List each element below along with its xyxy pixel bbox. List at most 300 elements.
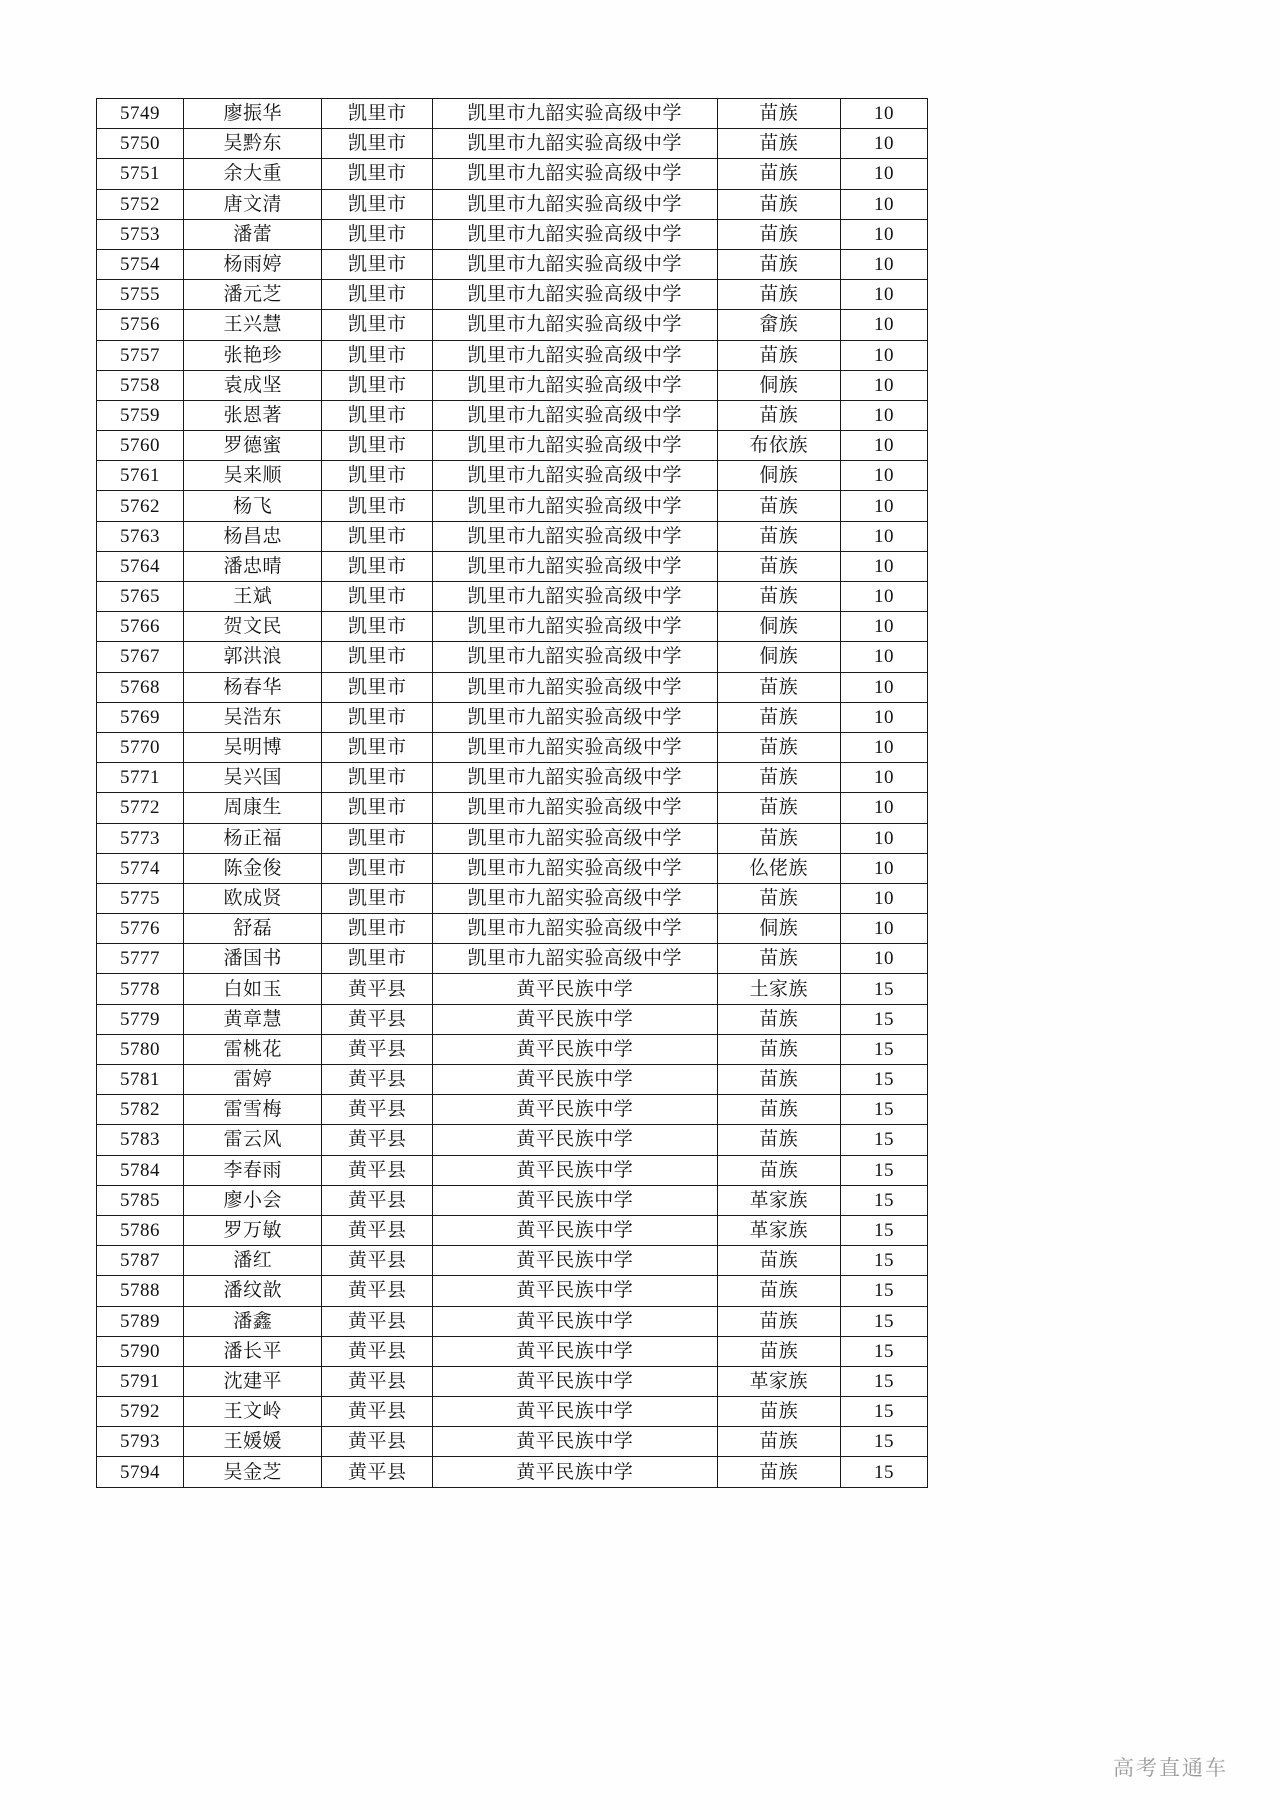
cell-ethnicity: 苗族 [717,159,840,189]
watermark-label: 高考直通车 [1113,1756,1228,1780]
cell-region: 凯里市 [322,823,433,853]
table-row [97,853,928,883]
cell-school: 凯里市九韶实验高级中学 [433,853,718,883]
cell-school: 凯里市九韶实验高级中学 [433,340,718,370]
cell-ethnicity: 苗族 [717,99,840,129]
cell-student-name: 潘长平 [183,1336,322,1366]
cell-sequence-number: 5784 [97,1155,184,1185]
cell-score: 15 [841,1095,928,1125]
cell-school: 凯里市九韶实验高级中学 [433,159,718,189]
cell-ethnicity: 苗族 [717,189,840,219]
cell-sequence-number: 5752 [97,189,184,219]
cell-region: 黄平县 [322,1336,433,1366]
table-row [97,914,928,944]
cell-sequence-number: 5789 [97,1306,184,1336]
cell-score: 10 [841,732,928,762]
cell-student-name: 杨飞 [183,491,322,521]
cell-ethnicity: 苗族 [717,280,840,310]
cell-ethnicity: 革家族 [717,1185,840,1215]
table-row [97,1457,928,1487]
table-row [97,944,928,974]
cell-region: 黄平县 [322,1004,433,1034]
cell-ethnicity: 侗族 [717,461,840,491]
table-row [97,1306,928,1336]
cell-student-name: 周康生 [183,793,322,823]
cell-school: 凯里市九韶实验高级中学 [433,582,718,612]
cell-ethnicity: 布依族 [717,431,840,461]
cell-region: 凯里市 [322,883,433,913]
cell-score: 10 [841,431,928,461]
cell-sequence-number: 5788 [97,1276,184,1306]
table-row [97,763,928,793]
table-row [97,612,928,642]
cell-region: 黄平县 [322,1306,433,1336]
cell-school: 黄平民族中学 [433,1034,718,1064]
cell-region: 黄平县 [322,1457,433,1487]
cell-region: 黄平县 [322,974,433,1004]
cell-score: 10 [841,914,928,944]
cell-sequence-number: 5787 [97,1246,184,1276]
cell-ethnicity: 侗族 [717,370,840,400]
table-row [97,189,928,219]
roster-table-body [97,99,928,1488]
cell-region: 凯里市 [322,944,433,974]
cell-region: 黄平县 [322,1095,433,1125]
cell-student-name: 潘纹歆 [183,1276,322,1306]
cell-ethnicity: 苗族 [717,1065,840,1095]
cell-ethnicity: 苗族 [717,1306,840,1336]
cell-sequence-number: 5780 [97,1034,184,1064]
cell-student-name: 雷婷 [183,1065,322,1095]
cell-sequence-number: 5760 [97,431,184,461]
cell-school: 黄平民族中学 [433,1366,718,1396]
table-row [97,582,928,612]
cell-ethnicity: 侗族 [717,642,840,672]
cell-sequence-number: 5762 [97,491,184,521]
cell-student-name: 廖小会 [183,1185,322,1215]
cell-region: 黄平县 [322,1125,433,1155]
cell-region: 黄平县 [322,1397,433,1427]
cell-ethnicity: 苗族 [717,491,840,521]
cell-score: 15 [841,1185,928,1215]
table-row [97,1065,928,1095]
cell-score: 15 [841,1215,928,1245]
cell-score: 15 [841,1246,928,1276]
cell-ethnicity: 革家族 [717,1366,840,1396]
cell-region: 黄平县 [322,1065,433,1095]
cell-student-name: 王兴慧 [183,310,322,340]
cell-school: 凯里市九韶实验高级中学 [433,702,718,732]
cell-student-name: 吴金芝 [183,1457,322,1487]
cell-ethnicity: 畲族 [717,310,840,340]
cell-school: 凯里市九韶实验高级中学 [433,249,718,279]
cell-school: 黄平民族中学 [433,974,718,1004]
cell-score: 10 [841,310,928,340]
table-row [97,99,928,129]
cell-score: 10 [841,612,928,642]
cell-score: 10 [841,99,928,129]
cell-school: 凯里市九韶实验高级中学 [433,883,718,913]
table-row [97,280,928,310]
table-row [97,1276,928,1306]
cell-sequence-number: 5785 [97,1185,184,1215]
cell-score: 15 [841,1276,928,1306]
cell-student-name: 潘红 [183,1246,322,1276]
table-row [97,370,928,400]
cell-sequence-number: 5770 [97,732,184,762]
cell-region: 凯里市 [322,370,433,400]
cell-score: 15 [841,1397,928,1427]
cell-region: 凯里市 [322,702,433,732]
table-row [97,340,928,370]
cell-school: 凯里市九韶实验高级中学 [433,370,718,400]
table-row [97,823,928,853]
cell-sequence-number: 5769 [97,702,184,732]
cell-student-name: 雷桃花 [183,1034,322,1064]
cell-student-name: 潘鑫 [183,1306,322,1336]
cell-ethnicity: 苗族 [717,763,840,793]
cell-student-name: 罗德蜜 [183,431,322,461]
cell-score: 10 [841,219,928,249]
cell-sequence-number: 5767 [97,642,184,672]
cell-score: 10 [841,340,928,370]
cell-sequence-number: 5773 [97,823,184,853]
table-row [97,1427,928,1457]
cell-score: 10 [841,280,928,310]
cell-school: 凯里市九韶实验高级中学 [433,642,718,672]
cell-sequence-number: 5765 [97,582,184,612]
cell-region: 凯里市 [322,642,433,672]
cell-student-name: 潘国书 [183,944,322,974]
cell-school: 凯里市九韶实验高级中学 [433,763,718,793]
cell-score: 10 [841,521,928,551]
cell-student-name: 雷雪梅 [183,1095,322,1125]
cell-score: 15 [841,1155,928,1185]
cell-sequence-number: 5775 [97,883,184,913]
table-row [97,793,928,823]
cell-school: 凯里市九韶实验高级中学 [433,280,718,310]
cell-ethnicity: 苗族 [717,793,840,823]
table-row [97,310,928,340]
cell-school: 凯里市九韶实验高级中学 [433,99,718,129]
cell-score: 10 [841,461,928,491]
cell-school: 凯里市九韶实验高级中学 [433,914,718,944]
cell-student-name: 王文岭 [183,1397,322,1427]
cell-school: 黄平民族中学 [433,1155,718,1185]
cell-score: 15 [841,1457,928,1487]
cell-ethnicity: 苗族 [717,219,840,249]
cell-school: 凯里市九韶实验高级中学 [433,551,718,581]
cell-region: 凯里市 [322,400,433,430]
cell-student-name: 吴兴国 [183,763,322,793]
table-row [97,1336,928,1366]
cell-school: 凯里市九韶实验高级中学 [433,732,718,762]
cell-student-name: 贺文民 [183,612,322,642]
cell-sequence-number: 5757 [97,340,184,370]
cell-student-name: 沈建平 [183,1366,322,1396]
cell-region: 凯里市 [322,280,433,310]
cell-region: 凯里市 [322,582,433,612]
cell-student-name: 李春雨 [183,1155,322,1185]
table-row [97,732,928,762]
cell-ethnicity: 苗族 [717,1457,840,1487]
cell-ethnicity: 苗族 [717,1125,840,1155]
cell-score: 10 [841,249,928,279]
cell-student-name: 杨雨婷 [183,249,322,279]
cell-score: 10 [841,159,928,189]
cell-ethnicity: 苗族 [717,944,840,974]
cell-student-name: 唐文清 [183,189,322,219]
cell-school: 凯里市九韶实验高级中学 [433,823,718,853]
cell-score: 10 [841,793,928,823]
cell-student-name: 袁成坚 [183,370,322,400]
cell-sequence-number: 5754 [97,249,184,279]
cell-sequence-number: 5756 [97,310,184,340]
table-row [97,974,928,1004]
table-row [97,1004,928,1034]
cell-score: 10 [841,702,928,732]
cell-sequence-number: 5777 [97,944,184,974]
cell-student-name: 吴来顺 [183,461,322,491]
table-row [97,521,928,551]
table-row [97,219,928,249]
cell-student-name: 杨春华 [183,672,322,702]
cell-ethnicity: 苗族 [717,1397,840,1427]
table-row [97,672,928,702]
cell-ethnicity: 侗族 [717,612,840,642]
cell-sequence-number: 5768 [97,672,184,702]
cell-school: 凯里市九韶实验高级中学 [433,672,718,702]
cell-school: 黄平民族中学 [433,1336,718,1366]
cell-score: 10 [841,129,928,159]
cell-sequence-number: 5758 [97,370,184,400]
cell-region: 凯里市 [322,461,433,491]
cell-score: 10 [841,551,928,581]
roster-table-container [96,98,928,1488]
cell-score: 15 [841,1306,928,1336]
cell-sequence-number: 5764 [97,551,184,581]
cell-sequence-number: 5778 [97,974,184,1004]
cell-sequence-number: 5751 [97,159,184,189]
cell-ethnicity: 苗族 [717,823,840,853]
cell-ethnicity: 苗族 [717,249,840,279]
table-row [97,159,928,189]
cell-ethnicity: 侗族 [717,914,840,944]
cell-ethnicity: 苗族 [717,732,840,762]
cell-score: 15 [841,1125,928,1155]
cell-student-name: 潘蕾 [183,219,322,249]
cell-score: 10 [841,582,928,612]
cell-ethnicity: 苗族 [717,1095,840,1125]
cell-ethnicity: 仫佬族 [717,853,840,883]
cell-school: 凯里市九韶实验高级中学 [433,793,718,823]
cell-sequence-number: 5783 [97,1125,184,1155]
cell-region: 黄平县 [322,1366,433,1396]
cell-student-name: 罗万敏 [183,1215,322,1245]
cell-score: 15 [841,1004,928,1034]
cell-student-name: 吴浩东 [183,702,322,732]
cell-ethnicity: 苗族 [717,582,840,612]
cell-ethnicity: 苗族 [717,1276,840,1306]
cell-school: 凯里市九韶实验高级中学 [433,461,718,491]
cell-student-name: 潘忠晴 [183,551,322,581]
cell-score: 10 [841,491,928,521]
cell-sequence-number: 5750 [97,129,184,159]
cell-sequence-number: 5794 [97,1457,184,1487]
roster-table [96,98,928,1488]
cell-school: 黄平民族中学 [433,1276,718,1306]
cell-region: 凯里市 [322,219,433,249]
cell-region: 黄平县 [322,1246,433,1276]
cell-region: 凯里市 [322,99,433,129]
cell-school: 凯里市九韶实验高级中学 [433,431,718,461]
cell-score: 10 [841,883,928,913]
cell-ethnicity: 革家族 [717,1215,840,1245]
cell-student-name: 王媛媛 [183,1427,322,1457]
cell-school: 凯里市九韶实验高级中学 [433,129,718,159]
cell-sequence-number: 5763 [97,521,184,551]
cell-sequence-number: 5749 [97,99,184,129]
cell-region: 凯里市 [322,340,433,370]
cell-school: 凯里市九韶实验高级中学 [433,612,718,642]
cell-score: 10 [841,944,928,974]
cell-school: 凯里市九韶实验高级中学 [433,219,718,249]
cell-ethnicity: 苗族 [717,551,840,581]
cell-school: 凯里市九韶实验高级中学 [433,491,718,521]
cell-region: 凯里市 [322,189,433,219]
cell-student-name: 黄章慧 [183,1004,322,1034]
cell-sequence-number: 5779 [97,1004,184,1034]
table-row [97,431,928,461]
cell-region: 黄平县 [322,1034,433,1064]
cell-region: 黄平县 [322,1185,433,1215]
cell-student-name: 白如玉 [183,974,322,1004]
table-row [97,1246,928,1276]
cell-school: 凯里市九韶实验高级中学 [433,310,718,340]
cell-student-name: 杨正福 [183,823,322,853]
cell-score: 10 [841,763,928,793]
cell-student-name: 张艳珍 [183,340,322,370]
cell-score: 10 [841,400,928,430]
cell-region: 凯里市 [322,793,433,823]
cell-sequence-number: 5776 [97,914,184,944]
cell-region: 凯里市 [322,551,433,581]
cell-region: 凯里市 [322,672,433,702]
cell-sequence-number: 5782 [97,1095,184,1125]
cell-sequence-number: 5761 [97,461,184,491]
cell-student-name: 陈金俊 [183,853,322,883]
cell-score: 15 [841,1427,928,1457]
cell-sequence-number: 5781 [97,1065,184,1095]
cell-student-name: 杨昌忠 [183,521,322,551]
cell-score: 15 [841,1366,928,1396]
table-row [97,883,928,913]
table-row [97,1034,928,1064]
cell-sequence-number: 5772 [97,793,184,823]
cell-score: 10 [841,853,928,883]
cell-school: 黄平民族中学 [433,1427,718,1457]
cell-ethnicity: 土家族 [717,974,840,1004]
cell-school: 凯里市九韶实验高级中学 [433,400,718,430]
cell-region: 黄平县 [322,1215,433,1245]
cell-region: 凯里市 [322,612,433,642]
cell-school: 黄平民族中学 [433,1125,718,1155]
cell-region: 黄平县 [322,1155,433,1185]
cell-region: 黄平县 [322,1276,433,1306]
table-row [97,491,928,521]
cell-ethnicity: 苗族 [717,400,840,430]
cell-region: 凯里市 [322,763,433,793]
cell-sequence-number: 5790 [97,1336,184,1366]
table-row [97,1155,928,1185]
cell-region: 凯里市 [322,431,433,461]
cell-school: 黄平民族中学 [433,1306,718,1336]
cell-region: 凯里市 [322,521,433,551]
cell-student-name: 雷云风 [183,1125,322,1155]
cell-region: 凯里市 [322,310,433,340]
table-row [97,249,928,279]
cell-ethnicity: 苗族 [717,883,840,913]
cell-school: 黄平民族中学 [433,1246,718,1276]
table-row [97,1215,928,1245]
cell-ethnicity: 苗族 [717,1155,840,1185]
cell-region: 凯里市 [322,853,433,883]
cell-ethnicity: 苗族 [717,1427,840,1457]
cell-student-name: 欧成贤 [183,883,322,913]
cell-sequence-number: 5766 [97,612,184,642]
cell-ethnicity: 苗族 [717,702,840,732]
cell-ethnicity: 苗族 [717,1336,840,1366]
cell-student-name: 舒磊 [183,914,322,944]
cell-school: 凯里市九韶实验高级中学 [433,189,718,219]
cell-sequence-number: 5791 [97,1366,184,1396]
cell-sequence-number: 5774 [97,853,184,883]
cell-region: 凯里市 [322,914,433,944]
cell-sequence-number: 5759 [97,400,184,430]
cell-school: 黄平民族中学 [433,1215,718,1245]
cell-region: 凯里市 [322,732,433,762]
table-row [97,642,928,672]
cell-student-name: 吴明博 [183,732,322,762]
cell-school: 凯里市九韶实验高级中学 [433,521,718,551]
table-row [97,1125,928,1155]
cell-score: 10 [841,823,928,853]
cell-student-name: 王斌 [183,582,322,612]
cell-score: 10 [841,642,928,672]
cell-ethnicity: 苗族 [717,340,840,370]
cell-school: 黄平民族中学 [433,1397,718,1427]
cell-ethnicity: 苗族 [717,672,840,702]
cell-student-name: 潘元芝 [183,280,322,310]
table-row [97,1366,928,1396]
cell-score: 15 [841,974,928,1004]
cell-sequence-number: 5771 [97,763,184,793]
table-row [97,461,928,491]
cell-school: 凯里市九韶实验高级中学 [433,944,718,974]
cell-ethnicity: 苗族 [717,1004,840,1034]
cell-school: 黄平民族中学 [433,1185,718,1215]
cell-score: 10 [841,370,928,400]
cell-score: 15 [841,1034,928,1064]
cell-ethnicity: 苗族 [717,129,840,159]
cell-school: 黄平民族中学 [433,1457,718,1487]
cell-school: 黄平民族中学 [433,1004,718,1034]
cell-sequence-number: 5792 [97,1397,184,1427]
cell-region: 凯里市 [322,159,433,189]
table-row [97,400,928,430]
cell-ethnicity: 苗族 [717,1034,840,1064]
cell-student-name: 余大重 [183,159,322,189]
